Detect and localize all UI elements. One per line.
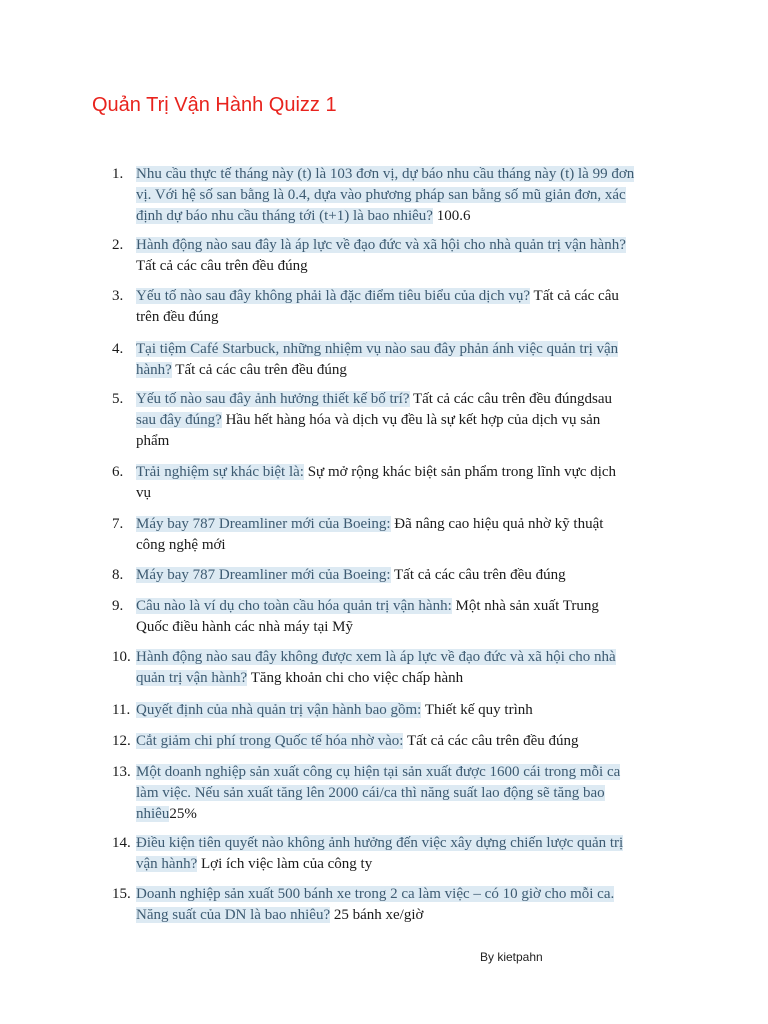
- question-prompt: Năng suất của DN là bao nhiêu?: [136, 907, 331, 923]
- question-prompt: Yếu tố nào sau đây ảnh hưởng thiết kế bố trí?: [136, 391, 410, 407]
- question-line: [136, 647, 676, 668]
- question-prompt: làm việc. Nếu sản xuất tăng lên 2000 cái/ca thì năng suất lao động sẽ tăng bao: [136, 785, 605, 801]
- question-number: 3.: [112, 288, 124, 304]
- question-line: [136, 700, 676, 721]
- question-line: [136, 668, 676, 689]
- question-text: [136, 339, 676, 381]
- question-line: [136, 514, 676, 535]
- question-line: [136, 833, 676, 854]
- question-line: [136, 854, 676, 875]
- question-prompt: nhiêu: [136, 806, 170, 822]
- question-prompt: vị. Với hệ số san bằng là 0.4, dựa vào phương pháp san bằng số mũ giản đơn, xác: [136, 187, 626, 203]
- question-text: [136, 462, 676, 504]
- page-title: Quản Trị Vận Hành Quizz 1: [92, 94, 337, 116]
- answer-text: 25 bánh xe/giờ: [330, 907, 424, 923]
- answer-text: 100.6: [432, 208, 471, 224]
- answer-text: Tất cả các câu trên đều đúng: [136, 258, 308, 274]
- question-number: 10.: [112, 649, 131, 665]
- question-number: 9.: [112, 598, 124, 614]
- question-text: [136, 565, 676, 586]
- question-text: [136, 731, 676, 752]
- answer-text: Thiết kế quy trình: [421, 702, 533, 718]
- author-signature: By kietpahn: [480, 950, 543, 964]
- question-number: 8.: [112, 567, 124, 583]
- question-prompt: Yếu tố nào sau đây không phải là đặc điểm tiêu biểu của dịch vụ?: [136, 288, 531, 304]
- question-line: [136, 256, 676, 277]
- question-number: 15.: [112, 886, 131, 902]
- question-line: [136, 389, 676, 410]
- question-text: [136, 596, 676, 638]
- question-text: [136, 389, 676, 452]
- answer-text: công nghệ mới: [136, 537, 226, 553]
- answer-text: trên đều đúng: [136, 309, 219, 325]
- question-line: [136, 783, 676, 804]
- question-number: 5.: [112, 391, 124, 407]
- question-line: [136, 596, 676, 617]
- question-number: 13.: [112, 764, 131, 780]
- question-prompt: định dự báo nhu cầu tháng tới (t+1) là bao nhiêu?: [136, 208, 433, 224]
- question-number: 4.: [112, 341, 124, 357]
- question-text: [136, 762, 676, 825]
- answer-text: vụ: [136, 485, 151, 501]
- question-number: 6.: [112, 464, 124, 480]
- answer-text: 25%: [169, 806, 197, 822]
- answer-text: Tất cả các câu trên đều đúng: [403, 733, 579, 749]
- question-prompt: Hành động nào sau đây không được xem là áp lực về đạo đức và xã hội cho nhà: [136, 649, 616, 665]
- question-prompt: Điều kiện tiên quyết nào không ảnh hưởng đến việc xây dựng chiến lược quản trị: [136, 835, 624, 851]
- question-line: [136, 307, 676, 328]
- question-line: [136, 731, 676, 752]
- question-text: [136, 286, 676, 328]
- question-line: [136, 462, 676, 483]
- question-line: [136, 617, 676, 638]
- question-prompt: Máy bay 787 Dreamliner mới của Boeing:: [136, 567, 391, 583]
- question-prompt: quản trị vận hành?: [136, 670, 248, 686]
- answer-text: Đã nâng cao hiệu quả nhờ kỹ thuật: [390, 516, 604, 532]
- question-prompt: Tại tiệm Café Starbuck, những nhiệm vụ nào sau đây phản ánh việc quản trị vận: [136, 341, 619, 357]
- question-number: 12.: [112, 733, 131, 749]
- question-line: [136, 410, 676, 431]
- question-line: [136, 339, 676, 360]
- question-text: [136, 700, 676, 721]
- question-number: 14.: [112, 835, 131, 851]
- answer-text: Tất cả các câu trên đều đúngdsau: [409, 391, 613, 407]
- question-line: [136, 483, 676, 504]
- question-line: [136, 565, 676, 586]
- question-prompt: Máy bay 787 Dreamliner mới của Boeing:: [136, 516, 391, 532]
- answer-text: Tăng khoản chi cho việc chấp hành: [247, 670, 464, 686]
- question-line: [136, 535, 676, 556]
- question-line: [136, 762, 676, 783]
- question-prompt: Trải nghiệm sự khác biệt là:: [136, 464, 304, 480]
- question-line: [136, 360, 676, 381]
- question-number: 1.: [112, 166, 124, 182]
- question-line: [136, 185, 676, 206]
- question-line: [136, 206, 676, 227]
- question-text: [136, 514, 676, 556]
- answer-text: phẩm: [136, 433, 170, 449]
- question-text: [136, 164, 676, 227]
- question-text: [136, 884, 676, 926]
- question-prompt: Hành động nào sau đây là áp lực về đạo đức và xã hội cho nhà quản trị vận hành?: [136, 237, 626, 253]
- question-line: [136, 286, 676, 307]
- question-prompt: sau đây đúng?: [136, 412, 222, 428]
- question-line: [136, 804, 676, 825]
- question-text: [136, 235, 676, 277]
- question-line: [136, 905, 676, 926]
- answer-text: Một nhà sản xuất Trung: [451, 598, 599, 614]
- question-line: [136, 884, 676, 905]
- question-prompt: vận hành?: [136, 856, 198, 872]
- answer-text: Hầu hết hàng hóa và dịch vụ đều là sự kết hợp của dịch vụ sản: [221, 412, 601, 428]
- question-number: 11.: [112, 702, 131, 718]
- question-prompt: Quyết định của nhà quản trị vận hành bao gồm:: [136, 702, 422, 718]
- answer-text: Sự mở rộng khác biệt sản phẩm trong lĩnh vực dịch: [303, 464, 617, 480]
- answer-text: Tất cả các câu trên đều đúng: [171, 362, 347, 378]
- answer-text: Lợi ích việc làm của công ty: [197, 856, 373, 872]
- question-prompt: hành?: [136, 362, 172, 378]
- question-text: [136, 647, 676, 689]
- question-prompt: Cắt giảm chi phí trong Quốc tế hóa nhờ vào:: [136, 733, 404, 749]
- question-line: [136, 164, 676, 185]
- question-line: [136, 235, 676, 256]
- answer-text: Tất cả các câu: [530, 288, 619, 304]
- question-prompt: Nhu cầu thực tế tháng này (t) là 103 đơn vị, dự báo nhu cầu tháng này (t) là 99 đơn: [136, 166, 635, 182]
- question-text: [136, 833, 676, 875]
- question-line: [136, 431, 676, 452]
- answer-text: Tất cả các câu trên đều đúng: [390, 567, 566, 583]
- question-number: 2.: [112, 237, 124, 253]
- question-prompt: Doanh nghiệp sản xuất 500 bánh xe trong 2 ca làm việc – có 10 giờ cho mỗi ca.: [136, 886, 615, 902]
- question-number: 7.: [112, 516, 124, 532]
- answer-text: Quốc điều hành các nhà máy tại Mỹ: [136, 619, 354, 635]
- question-prompt: Câu nào là ví dụ cho toàn cầu hóa quản trị vận hành:: [136, 598, 452, 614]
- question-prompt: Một doanh nghiệp sản xuất công cụ hiện tại sản xuất được 1600 cái trong mỗi ca: [136, 764, 621, 780]
